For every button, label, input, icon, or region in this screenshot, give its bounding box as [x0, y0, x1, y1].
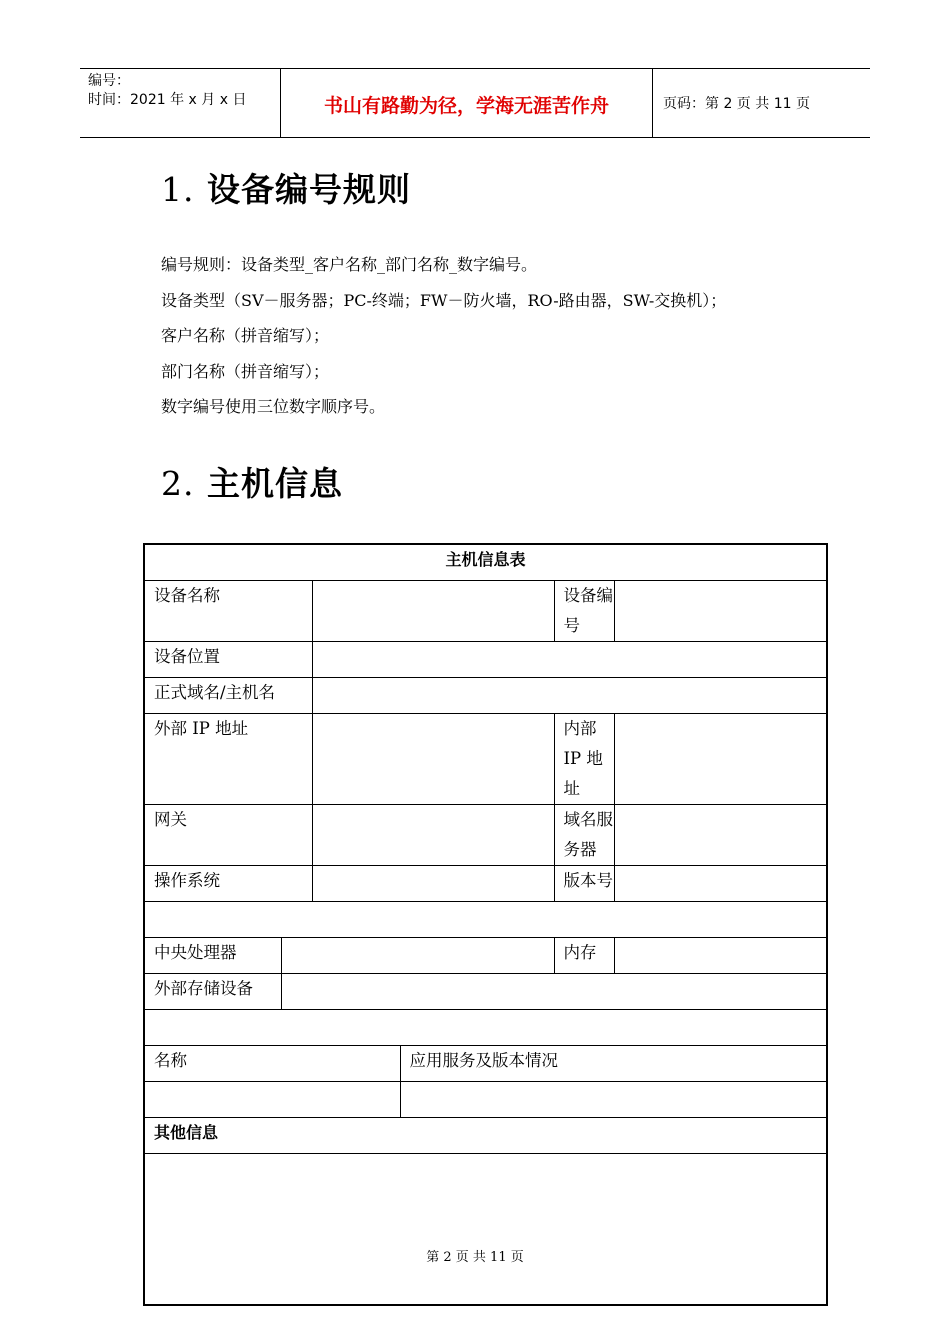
services-value[interactable]: [400, 1081, 827, 1117]
blank-row: [144, 901, 827, 937]
dns-server-label: 域名服务器: [554, 804, 614, 865]
domain-hostname-label: 正式域名/主机名: [144, 677, 312, 713]
section1-number: 1.: [161, 170, 195, 209]
other-info-value[interactable]: [144, 1153, 827, 1305]
internal-ip-label: 内部 IP 地址: [554, 713, 614, 804]
cpu-value[interactable]: [281, 937, 554, 973]
rule-line: 部门名称（拼音缩写）；: [161, 361, 330, 381]
host-info-table: [143, 543, 828, 1306]
device-location-label: 设备位置: [144, 641, 312, 677]
blank-row: [144, 1009, 827, 1045]
device-location-value[interactable]: [312, 641, 827, 677]
section1-title: 设备编号规则: [207, 170, 411, 209]
internal-ip-value[interactable]: [614, 713, 827, 804]
rule-line: 编号规则：设备类型_客户名称_部门名称_数字编号。: [161, 255, 538, 274]
os-value[interactable]: [312, 865, 554, 901]
header-number-label: 编号：: [88, 73, 130, 89]
name-header: 名称: [144, 1045, 400, 1081]
device-name-value[interactable]: [312, 580, 554, 641]
cpu-label: 中央处理器: [144, 937, 281, 973]
version-label: 版本号: [554, 865, 614, 901]
header-page-info: 页码：第 2 页 共 11 页: [663, 96, 810, 112]
external-storage-label: 外部存储设备: [144, 973, 281, 1009]
device-number-label: 设备编号: [554, 580, 614, 641]
external-ip-label: 外部 IP 地址: [144, 713, 312, 804]
section2-title: 主机信息: [207, 464, 343, 503]
name-value[interactable]: [144, 1081, 400, 1117]
domain-hostname-value[interactable]: [312, 677, 827, 713]
gateway-label: 网关: [144, 804, 312, 865]
services-header: 应用服务及版本情况: [400, 1045, 827, 1081]
header-date-label: 时间：2021 年 x 月 x 日: [88, 92, 247, 108]
rule-line: 设备类型（SV－服务器；PC-终端；FW－防火墙，RO-路由器，SW-交换机）；: [161, 290, 727, 310]
rule-line: 数字编号使用三位数字顺序号。: [161, 397, 386, 416]
header-motto: 书山有路勤为径，学海无涯苦作舟: [281, 69, 653, 137]
gateway-value[interactable]: [312, 804, 554, 865]
numbering-rules: [161, 250, 861, 428]
page-header: [80, 68, 870, 138]
other-info-label: 其他信息: [144, 1117, 827, 1153]
table-title: 主机信息表: [144, 544, 827, 580]
rule-line: 客户名称（拼音缩写）；: [161, 326, 330, 345]
page-footer: 第 2 页 共 11 页: [426, 1250, 524, 1265]
memory-value[interactable]: [614, 937, 827, 973]
memory-label: 内存: [554, 937, 614, 973]
dns-server-value[interactable]: [614, 804, 827, 865]
section2-heading: [161, 458, 343, 505]
external-ip-value[interactable]: [312, 713, 554, 804]
section1-heading: [161, 164, 411, 211]
device-number-value[interactable]: [614, 580, 827, 641]
external-storage-value[interactable]: [281, 973, 827, 1009]
section2-number: 2.: [161, 464, 195, 503]
header-meta: [80, 69, 281, 137]
device-name-label: 设备名称: [144, 580, 312, 641]
os-label: 操作系统: [144, 865, 312, 901]
version-value[interactable]: [614, 865, 827, 901]
